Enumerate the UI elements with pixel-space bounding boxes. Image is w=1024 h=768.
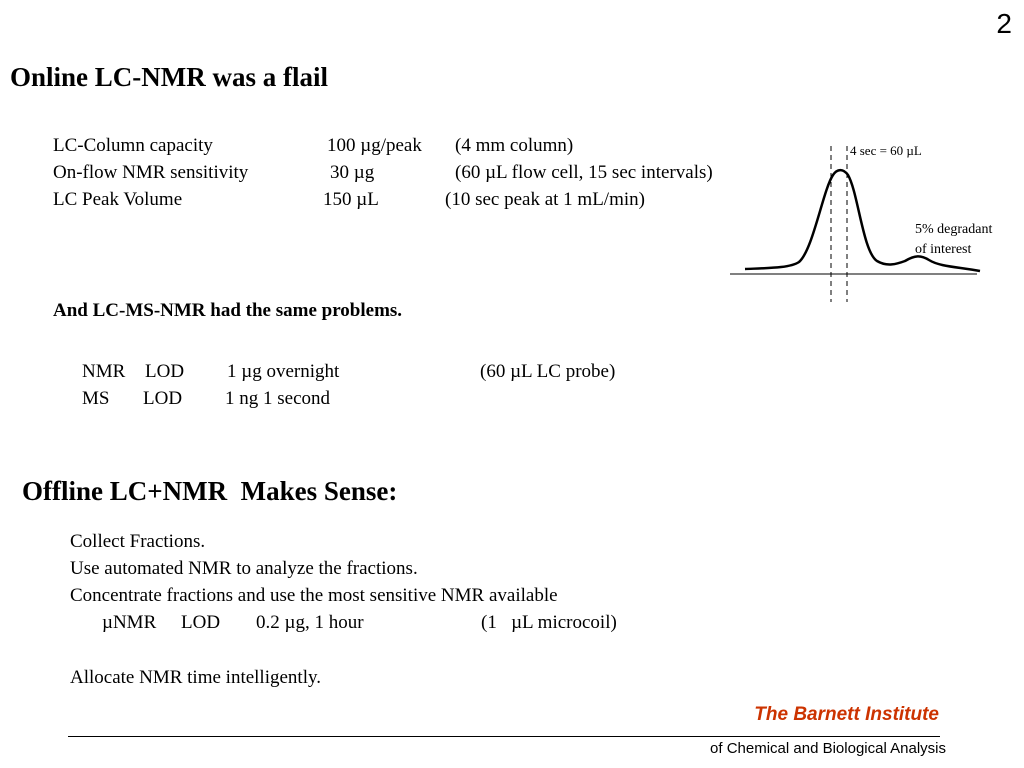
page-number: 2: [996, 8, 1012, 39]
lod-label: LOD: [143, 388, 183, 409]
footer-divider: [68, 736, 940, 737]
row-note: (10 sec peak at 1 mL/min): [445, 189, 645, 210]
row-label: LC Peak Volume: [53, 189, 183, 210]
institute-name: The Barnett Institute: [754, 704, 939, 725]
micro-lod: LOD: [181, 612, 221, 633]
row-note: (4 mm column): [455, 135, 574, 156]
lod-value: 1 ng 1 second: [225, 388, 331, 409]
row-label: On-flow NMR sensitivity: [53, 162, 249, 183]
micro-tech: µNMR: [102, 612, 157, 633]
row-value: 30 µg: [330, 162, 375, 183]
lod-tech: MS: [82, 388, 110, 409]
micro-note: (1 µL microcoil): [481, 612, 617, 633]
degradant-label-2: of interest: [915, 242, 972, 257]
list-line: Collect Fractions.: [70, 531, 206, 552]
window-volume-label: 4 sec = 60 µL: [850, 143, 922, 158]
lod-value: 1 µg overnight: [227, 361, 340, 382]
row-value: 100 µg/peak: [327, 135, 422, 156]
final-line: Allocate NMR time intelligently.: [70, 667, 321, 688]
lod-label: LOD: [145, 361, 185, 382]
row-note: (60 µL flow cell, 15 sec intervals): [455, 162, 713, 183]
subheading: And LC-MS-NMR had the same problems.: [53, 300, 403, 321]
list-line: Use automated NMR to analyze the fractions.: [70, 558, 418, 579]
section-2-title: Offline LC+NMR Makes Sense:: [22, 476, 398, 506]
section-1-title: Online LC-NMR was a flail: [10, 62, 329, 92]
degradant-label-1: 5% degradant: [915, 222, 993, 237]
lod-note: (60 µL LC probe): [480, 361, 616, 382]
lod-tech: NMR: [82, 361, 126, 382]
micro-value: 0.2 µg, 1 hour: [256, 612, 364, 633]
list-line: Concentrate fractions and use the most sensitive NMR available: [70, 585, 558, 606]
row-value: 150 µL: [323, 189, 379, 210]
row-label: LC-Column capacity: [53, 135, 213, 156]
institute-subtitle: of Chemical and Biological Analysis: [710, 740, 946, 757]
